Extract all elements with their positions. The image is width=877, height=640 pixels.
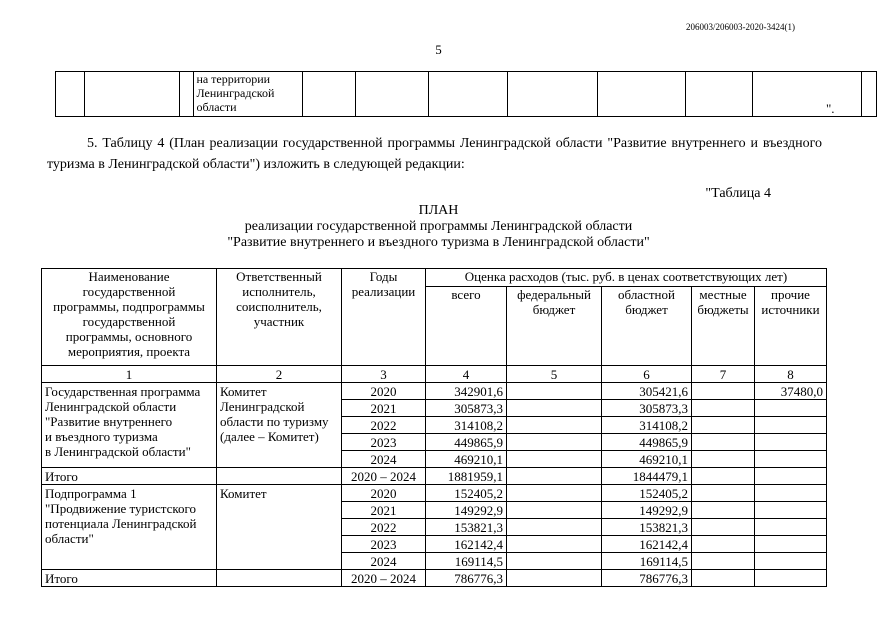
total-row: Итого 2020 – 2024 786776,3 786776,3 bbox=[42, 570, 827, 587]
territory-line: на территории bbox=[196, 72, 271, 86]
header-executor: Ответственный исполнитель, соисполнитель, участник bbox=[217, 269, 342, 366]
paragraph-text: 5. Таблицу 4 (План реализации государственной программы Ленинградской области "Развитие внутреннего и въездного туризма в Ленинградской области") изложить в следующей редакции: bbox=[47, 136, 822, 172]
title-line: "Развитие внутреннего и въездного туризма в Ленинградской области" bbox=[227, 235, 650, 250]
header-federal: федеральный бюджет bbox=[507, 287, 602, 366]
table-label: "Таблица 4 bbox=[705, 186, 771, 201]
header-total: всего bbox=[426, 287, 507, 366]
table-row: 2023 162142,4 162142,4 bbox=[42, 536, 827, 553]
table-row: 2022 153821,3 153821,3 bbox=[42, 519, 827, 536]
document-id: 206003/206003-2020-3424(1) bbox=[686, 22, 795, 32]
table-row: 2024 469210,1 469210,1 bbox=[42, 451, 827, 468]
header-name: Наименование государственной программы, подпрограммы государственной программы, основного мероприятия, проекта bbox=[42, 269, 217, 366]
total-row: Итого 2020 – 2024 1881959,1 1844479,1 bbox=[42, 468, 827, 485]
table-row: Подпрограмма 1 "Продвижение туристского потенциала Ленинградской области" Комитет 2020 152405,2 152405,2 bbox=[42, 485, 827, 502]
title-line: реализации государственной программы Ленинградской области bbox=[244, 219, 633, 234]
header-costs: Оценка расходов (тыс. руб. в ценах соответствующих лет) bbox=[426, 269, 827, 287]
header-regional: областной бюджет bbox=[602, 287, 692, 366]
column-numbers-row: 1 2 3 4 5 6 7 8 bbox=[42, 366, 827, 383]
title-plan: ПЛАН bbox=[418, 203, 459, 218]
table-row: 2021 305873,3 305873,3 bbox=[42, 400, 827, 417]
table-row: 2022 314108,2 314108,2 bbox=[42, 417, 827, 434]
previous-table-fragment bbox=[55, 71, 877, 117]
header-other: прочие источники bbox=[755, 287, 827, 366]
program-executor: Комитет Ленинградской области по туризму (далее – Комитет) bbox=[217, 383, 342, 468]
subprogram-name: Подпрограмма 1 "Продвижение туристского потенциала Ленинградской области" bbox=[42, 485, 217, 570]
page-number: 5 bbox=[435, 42, 442, 57]
subprogram-executor: Комитет bbox=[217, 485, 342, 570]
territory-line: Ленинградской bbox=[196, 86, 275, 100]
closing-quote: ". bbox=[826, 101, 835, 116]
territory-cell bbox=[194, 72, 303, 117]
header-years: Годы реализации bbox=[342, 269, 426, 366]
table-row: Государственная программа Ленинградской области "Развитие внутреннего и въездного туризма в Ленинградской области" Комитет Ленинградской области по туризму (далее – Комитет) 2020 342901,6 305421,6 37480,0 bbox=[42, 383, 827, 400]
territory-line: области bbox=[196, 100, 237, 114]
header-local: местные бюджеты bbox=[692, 287, 755, 366]
table-row: 2021 149292,9 149292,9 bbox=[42, 502, 827, 519]
table-title bbox=[0, 203, 877, 251]
table-row: 2023 449865,9 449865,9 bbox=[42, 434, 827, 451]
program-name: Государственная программа Ленинградской области "Развитие внутреннего и въездного туризма в Ленинградской области" bbox=[42, 383, 217, 468]
table-row: 2024 169114,5 169114,5 bbox=[42, 553, 827, 570]
plan-table bbox=[41, 268, 827, 587]
amendment-paragraph bbox=[47, 133, 822, 175]
